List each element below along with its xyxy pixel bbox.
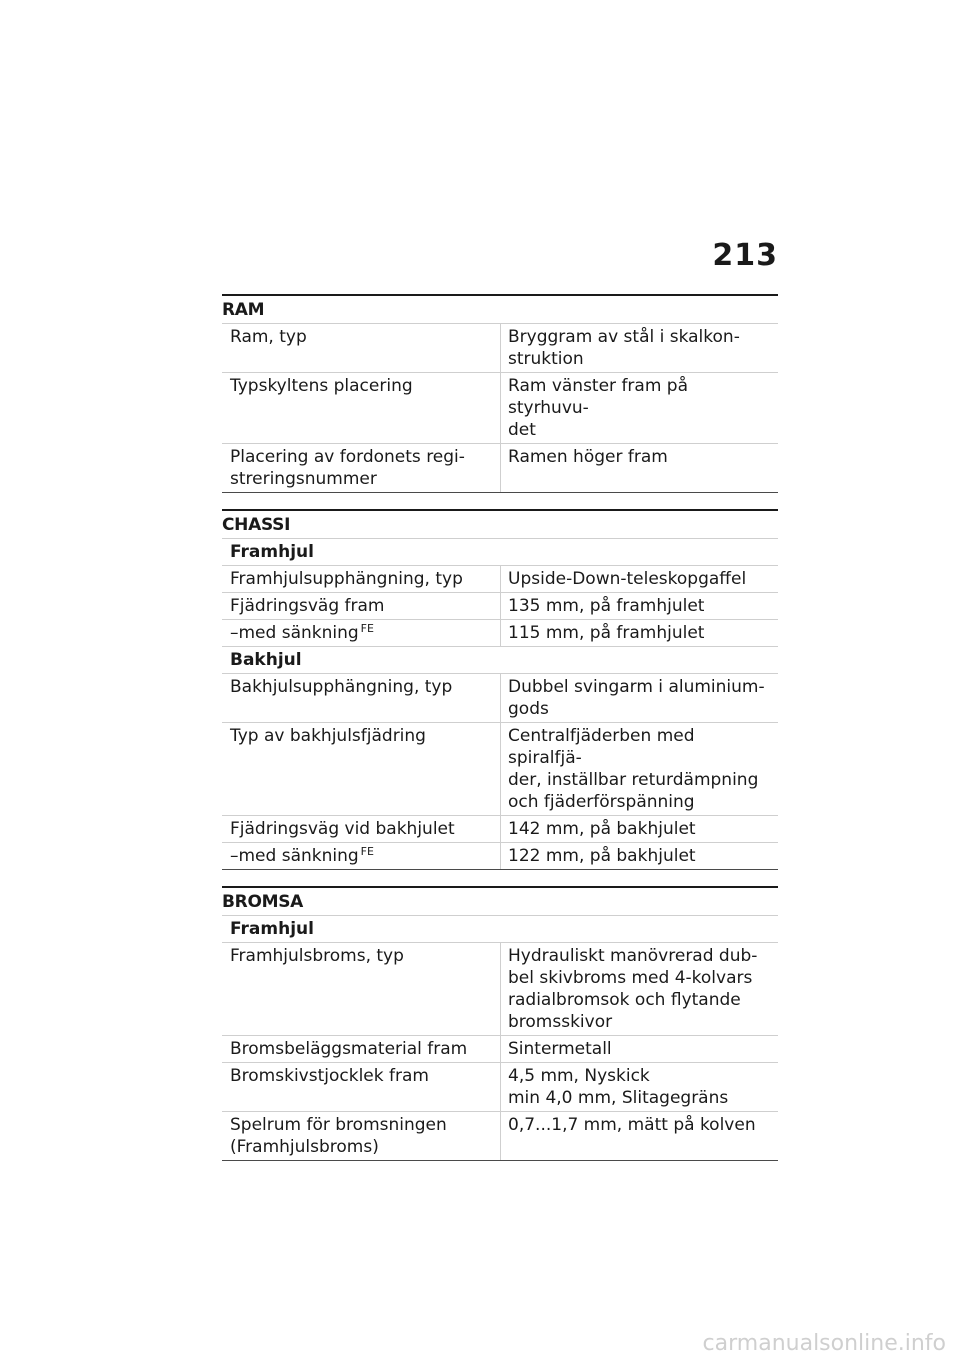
section-bromsa: [222, 886, 778, 1161]
spec-value: 4,5 mm, Nyskick min 4,0 mm, Slitagegräns: [501, 1063, 779, 1112]
spec-label: Placering av fordonets regi- streringsnummer: [222, 444, 501, 493]
spec-label: –med sänkning: [230, 623, 359, 643]
spec-value: Centralfjäderben med spiralfjä- der, inställbar returdämpning och fjäderförspänning: [501, 723, 779, 816]
spec-table: [222, 915, 778, 1161]
spec-label: Ram, typ: [222, 324, 501, 373]
spec-table: [222, 538, 778, 870]
watermark: carmanualsonline.info: [702, 1331, 946, 1356]
spec-value: Upside-Down-teleskopgaffel: [501, 566, 779, 593]
section-title: RAM: [222, 294, 778, 323]
spec-value: Hydrauliskt manövrerad dub- bel skivbroms med 4-kolvars radialbromsok och flytande bromsskivor: [501, 943, 779, 1036]
page-number: 213: [712, 238, 778, 273]
spec-value: 0,7...1,7 mm, mätt på kolven: [501, 1112, 779, 1161]
subheading-rear-wheel: Bakhjul: [222, 647, 778, 674]
table-row: [222, 843, 778, 870]
spec-label: Typskyltens placering: [222, 373, 501, 444]
spec-label: Spelrum för bromsningen (Framhjulsbroms): [222, 1112, 501, 1161]
table-row: [222, 593, 778, 620]
spec-label: Bromsbeläggsmaterial fram: [222, 1036, 501, 1063]
section-title: CHASSI: [222, 509, 778, 538]
spec-value: Dubbel svingarm i aluminium- gods: [501, 674, 779, 723]
table-row: [222, 723, 778, 816]
table-row: [222, 816, 778, 843]
spec-value: Sintermetall: [501, 1036, 779, 1063]
table-row: [222, 566, 778, 593]
spec-value: 135 mm, på framhjulet: [501, 593, 779, 620]
spec-value: Ram vänster fram på styrhuvu- det: [501, 373, 779, 444]
footnote-marker: FE: [360, 845, 374, 858]
spec-label: Bromskivstjocklek fram: [222, 1063, 501, 1112]
subheading-row: [222, 647, 778, 674]
table-row: [222, 444, 778, 493]
table-row: [222, 1112, 778, 1161]
section-title: BROMSA: [222, 886, 778, 915]
footnote-marker: FE: [360, 622, 374, 635]
spec-label: Fjädringsväg vid bakhjulet: [222, 816, 501, 843]
spec-label: Framhjulsupphängning, typ: [222, 566, 501, 593]
spec-label: Fjädringsväg fram: [222, 593, 501, 620]
subheading-row: [222, 539, 778, 566]
spec-value: Bryggram av stål i skalkon- struktion: [501, 324, 779, 373]
spec-label-cell: [222, 843, 501, 870]
section-chassi: [222, 509, 778, 870]
spec-value: 115 mm, på framhjulet: [501, 620, 779, 647]
table-row: [222, 373, 778, 444]
table-row: [222, 620, 778, 647]
table-row: [222, 1036, 778, 1063]
section-ram: [222, 294, 778, 493]
table-row: [222, 943, 778, 1036]
spec-label: Bakhjulsupphängning, typ: [222, 674, 501, 723]
spec-value: Ramen höger fram: [501, 444, 779, 493]
table-row: [222, 674, 778, 723]
spec-table: [222, 323, 778, 493]
spec-label: –med sänkning: [230, 846, 359, 866]
spec-value: 122 mm, på bakhjulet: [501, 843, 779, 870]
spec-content: [222, 294, 778, 1177]
subheading-front-wheel: Framhjul: [222, 539, 778, 566]
spec-label: Typ av bakhjulsfjädring: [222, 723, 501, 816]
spec-value: 142 mm, på bakhjulet: [501, 816, 779, 843]
subheading-front-wheel: Framhjul: [222, 916, 778, 943]
table-row: [222, 1063, 778, 1112]
spec-label-cell: [222, 620, 501, 647]
subheading-row: [222, 916, 778, 943]
spec-label: Framhjulsbroms, typ: [222, 943, 501, 1036]
table-row: [222, 324, 778, 373]
